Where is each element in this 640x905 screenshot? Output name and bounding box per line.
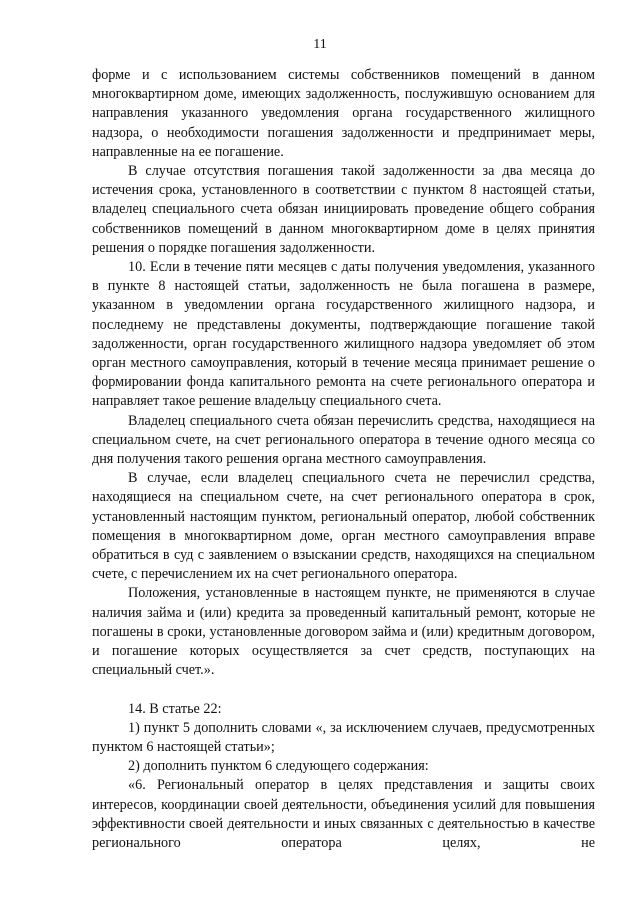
paragraph-loan-exception: Положения, установленные в настоящем пункте, не применяются в случае наличия займа и (или) кредита за проведенный капитальный ремонт, которые не погашены в сроки, установленные договором займа и (или) кредитным договором, и погашение которых осуществляется за счет средств, поступающих на специальный счет.». [92, 585, 595, 679]
paragraph-article-22: 14. В статье 22: [128, 700, 222, 717]
paragraph-debt-meeting: В случае отсутствия погашения такой задолженности за два месяца до истечения срока, установленного в соответствии с пунктом 8 настоящей статьи, владелец специального счета обязан инициировать проведение общего собрания собственников помещений в данном многоквартирном доме в целях принятия решения о порядке погашения задолженности. [92, 163, 595, 256]
page-number: 11 [313, 37, 327, 52]
paragraph-item-2: 2) дополнить пунктом 6 следующего содержания: [128, 758, 429, 775]
paragraph-item-1: 1) пункт 5 дополнить словами «, за исключением случаев, предусмотренных пунктом 6 настоящей статьи»; [92, 719, 595, 755]
paragraph-point-10: 10. Если в течение пяти месяцев с даты получения уведомления, указанного в пункте 8 настоящей статьи, задолженность не была погашена в размере, указанном в уведомлении органа государственного жилищного надзора, и последнему не представлены документы, подтверждающие погашение такой задолженности, орган государственного жилищного надзора уведомляет об этом орган местного самоуправления, который в течение месяца принимает решение о формировании фонда капитального ремонта на счете регионального оператора и направляет такое решение владельцу специального счета. [92, 259, 595, 410]
document-body [92, 66, 595, 853]
paragraph-point-6: «6. Региональный оператор в целях представления и защиты своих интересов, координации своей деятельности, объединения усилий для повышения эффективности своей деятельности и иных связанных с деятельностью в качестве регионального оператора целях, не [92, 777, 595, 851]
paragraph-continuation: форме и с использованием системы собственников помещений в данном многоквартирном доме, имеющих задолженность, послужившую основанием для направления указанного уведомления органа государственного жилищного надзора, о необходимости погашения задолженности и предпринимает меры, направленные на ее погашение. [92, 67, 595, 160]
paragraph-court-claim: В случае, если владелец специального счета не перечислил средства, находящиеся на специальном счете, на счет регионального оператора в срок, установленный настоящим пунктом, региональный оператор, любой собственник помещения в многоквартирном доме, орган местного самоуправления вправе обратиться в суд с заявлением о взыскании средств, находящихся на специальном счете, с перечислением их на счет регионального оператора. [92, 470, 595, 583]
paragraph-owner-obligation: Владелец специального счета обязан перечислить средства, находящиеся на специальном счете, на счет регионального оператора в течение одного месяца со дня получения такого решения органа местного самоуправления. [92, 412, 595, 468]
